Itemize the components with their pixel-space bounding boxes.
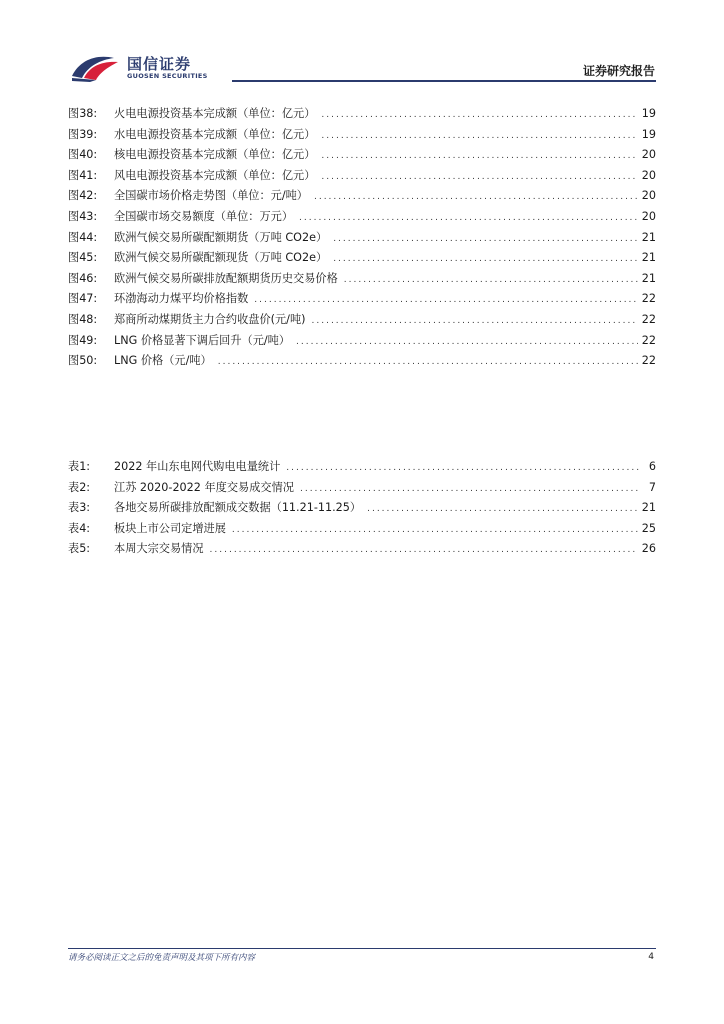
toc-entry-page: 20 — [641, 189, 656, 203]
toc-leader-dots — [312, 311, 638, 332]
logo-en-text: GUOSEN SECURITIES — [127, 72, 208, 80]
toc-entry-title: 各地交易所碳排放配额成交数据（11.21-11.25） — [114, 501, 362, 515]
figure-toc-entry[interactable] — [68, 186, 656, 207]
toc-entry-title: 2022 年山东电网代购电电量统计 — [114, 460, 281, 473]
logo-mark-icon — [70, 52, 122, 82]
toc-entry-label: 表3: — [68, 501, 91, 515]
toc-entry-label: 图47: — [68, 292, 98, 306]
toc-entry-page: 7 — [648, 480, 656, 494]
figure-toc-entry[interactable] — [68, 269, 656, 290]
toc-entry-label: 表4: — [68, 521, 91, 535]
toc-leader-dots — [333, 249, 638, 270]
figure-toc-entry[interactable] — [68, 207, 656, 228]
table-toc-entry[interactable] — [68, 539, 656, 560]
header-divider — [232, 80, 656, 82]
toc-leader-dots — [333, 229, 638, 250]
toc-leader-dots — [254, 290, 637, 311]
toc-entry-label: 表1: — [68, 460, 91, 473]
toc-entry-title: 全国碳市场价格走势图（单位：元/吨） — [114, 189, 308, 203]
toc-entry-title: 板块上市公司定增进展 — [114, 521, 226, 535]
logo-cn-text: 国信证券 — [127, 55, 192, 73]
toc-leader-dots — [232, 520, 638, 541]
toc-entry-page: 21 — [641, 501, 656, 515]
figure-toc-entry[interactable] — [68, 248, 656, 269]
page-number: 4 — [648, 952, 654, 962]
figure-toc-entry[interactable] — [68, 228, 656, 249]
figure-toc-entry[interactable] — [68, 289, 656, 310]
toc-entry-label: 图40: — [68, 148, 98, 162]
figure-toc-entry[interactable] — [68, 104, 656, 125]
toc-leader-dots — [321, 146, 637, 167]
toc-entry-page: 20 — [641, 209, 656, 223]
toc-entry-label: 图41: — [68, 168, 98, 182]
footer-disclaimer: 请务必阅读正文之后的免责声明及其项下所有内容 — [68, 953, 256, 963]
figure-toc-entry[interactable] — [68, 351, 656, 372]
toc-leader-dots — [367, 499, 638, 520]
table-toc-list — [68, 457, 656, 560]
toc-entry-label: 图46: — [68, 271, 98, 285]
toc-entry-page: 21 — [641, 251, 656, 265]
toc-leader-dots — [314, 187, 638, 208]
toc-entry-label: 图49: — [68, 333, 98, 347]
figure-toc-entry[interactable] — [68, 310, 656, 331]
guosen-logo — [70, 52, 220, 82]
toc-entry-page: 20 — [641, 168, 656, 182]
toc-leader-dots — [296, 332, 638, 353]
toc-entry-title: 风电电源投资基本完成额（单位：亿元） — [114, 168, 316, 182]
toc-entry-page: 6 — [648, 460, 656, 473]
toc-entry-page: 22 — [641, 312, 656, 326]
toc-entry-page: 21 — [641, 230, 656, 244]
figure-toc-entry[interactable] — [68, 145, 656, 166]
toc-entry-label: 表5: — [68, 542, 91, 556]
figure-toc-entry[interactable] — [68, 331, 656, 352]
toc-entry-label: 图48: — [68, 312, 98, 326]
toc-entry-page: 19 — [641, 107, 656, 120]
toc-entry-title: 欧洲气候交易所碳配额期货（万吨 CO2e） — [114, 230, 328, 244]
toc-leader-dots — [210, 540, 638, 561]
toc-entry-title: LNG 价格显著下调后回升（元/吨） — [114, 333, 291, 347]
toc-entry-title: 环渤海动力煤平均价格指数 — [114, 292, 249, 306]
table-toc-entry[interactable] — [68, 519, 656, 540]
toc-entry-page: 22 — [641, 333, 656, 347]
table-toc-entry[interactable] — [68, 498, 656, 519]
figure-toc-list — [68, 104, 656, 372]
toc-entry-label: 图39: — [68, 127, 98, 141]
toc-leader-dots — [218, 352, 638, 373]
toc-entry-page: 22 — [641, 292, 656, 306]
toc-entry-page: 21 — [641, 271, 656, 285]
figure-toc-entry[interactable] — [68, 125, 656, 146]
toc-entry-title: 欧洲气候交易所碳排放配额期货历史交易价格 — [114, 271, 338, 285]
toc-leader-dots — [321, 105, 637, 126]
toc-entry-title: 水电电源投资基本完成额（单位：亿元） — [114, 127, 316, 141]
toc-entry-title: 全国碳市场交易额度（单位：万元） — [114, 209, 294, 223]
figure-toc-entry[interactable] — [68, 166, 656, 187]
toc-entry-title: 江苏 2020-2022 年度交易成交情况 — [114, 480, 294, 494]
toc-leader-dots — [300, 479, 640, 500]
toc-leader-dots — [321, 126, 637, 147]
toc-entry-label: 图43: — [68, 209, 98, 223]
table-toc-entry[interactable] — [68, 478, 656, 499]
toc-leader-dots — [299, 208, 638, 229]
toc-entry-label: 图50: — [68, 354, 98, 368]
toc-entry-label: 图44: — [68, 230, 98, 244]
page-header — [0, 0, 724, 90]
footer-divider — [68, 948, 656, 949]
toc-entry-title: 本周大宗交易情况 — [114, 542, 204, 556]
toc-entry-label: 图42: — [68, 189, 98, 203]
toc-entry-page: 22 — [641, 354, 656, 368]
table-toc-entry[interactable] — [68, 457, 656, 478]
toc-entry-page: 25 — [641, 521, 656, 535]
toc-entry-label: 表2: — [68, 480, 91, 494]
toc-entry-title: LNG 价格（元/吨） — [114, 354, 212, 368]
toc-entry-label: 图45: — [68, 251, 98, 265]
toc-entry-title: 核电电源投资基本完成额（单位：亿元） — [114, 148, 316, 162]
toc-entry-page: 26 — [641, 542, 656, 556]
toc-entry-title: 火电电源投资基本完成额（单位：亿元） — [114, 107, 316, 120]
toc-leader-dots — [344, 270, 638, 291]
toc-leader-dots — [286, 458, 640, 479]
toc-entry-page: 19 — [641, 127, 656, 141]
report-type: 证券研究报告 — [582, 64, 655, 78]
toc-entry-title: 郑商所动煤期货主力合约收盘价(元/吨) — [114, 312, 306, 326]
toc-entry-title: 欧洲气候交易所碳配额现货（万吨 CO2e） — [114, 251, 328, 265]
toc-entry-page: 20 — [641, 148, 656, 162]
toc-leader-dots — [321, 167, 637, 188]
toc-entry-label: 图38: — [68, 107, 98, 120]
